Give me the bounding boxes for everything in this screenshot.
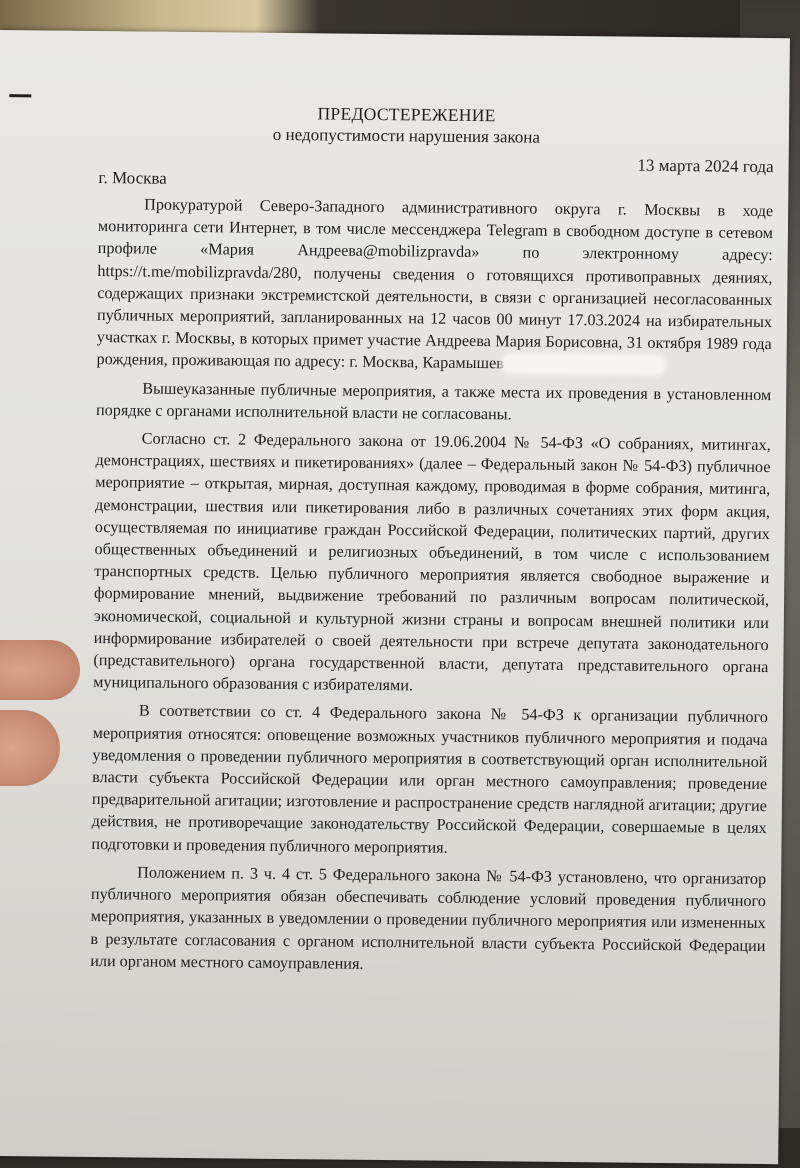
finger-holding-page: [0, 640, 80, 700]
paragraph-3: Согласно ст. 2 Федерального закона от 19.06.2004 № 54-ФЗ «О собраниях, митингах, демонстрациях, шествиях и пикетированиях» (далее – Федеральный закон № 54-ФЗ) публичное мероприятие – открытая, мирная, доступная каждому, проводимая в форме собрания, митинга, демонстрации, шествия или пикетирования либо в различных сочетаниях этих форм акция, осуществляемая по инициативе граждан Российской Федерации, политических партий, других общественных объединений и религиозных объединений, в том числе с использованием транспортных средств. Целью публичного мероприятия является свободное выражение и формирование мнений, выдвижение требований по различным вопросам политической, экономической, социальной и культурной жизни страны и вопросам внешней политики или информирование избирателей о своей деятельности при встрече депутата законодательного (представительного) органа государственной власти, депутата представительного органа муниципального образования с избирателями.: [93, 429, 771, 695]
paragraph-5: Положением п. 3 ч. 4 ст. 5 Федерального закона № 54-ФЗ установлено, что организатор публичного мероприятия обязан обеспечивать соблюдение условий проведения публичного мероприятия, указанных в уведомлении о проведении публичного мероприятия или измененных в результате согласования с органом исполнительной власти субъекта Российской Федерации или органом местного самоуправления.: [90, 863, 767, 973]
paragraph-4: В соответствии со ст. 4 Федерального закона № 54-ФЗ к организации публичного мероприятия относятся: оповещение возможных участников публичного мероприятия и подача уведомления о проведении публичного мероприятия в соответствующий орган исполнительной власти субъекта Российской Федерации или орган местного самоуправления; проведение предварительной агитации; изготовление и распространение средств наглядной агитации; другие действия, не противоречащие законодательству Российской Федерации, совершаемые в целях подготовки и проведения публичного мероприятия.: [91, 701, 768, 857]
redacted-address: [504, 356, 664, 374]
document-subtitle: о недопустимости нарушения закона: [272, 124, 541, 147]
margin-mark: [9, 94, 31, 97]
document-meta: [98, 149, 773, 200]
paragraph-1-text: Прокуратурой Северо-Западного административного округа г. Москвы в ходе мониторинга сети Интернет, в том числе мессенджера Telegram в свободном доступе в сетевом профиле «Мария Андреева@mobilizpravda» по электронному адресу: https://t.me/mobilizpravda/280, получены сведения о готовящихся противоправных деяниях, содержащих признаки экстремистской деятельности, в связи с организацией несогласованных публичных мероприятий, запланированных на 12 часов 00 минут 17.03.2024 на избирательных участках г. Москвы, в которых примет участие Андреева Мария Борисовна, 31 октября 1989 года рождения, проживающая по адресу: г. Москва, Карамышев: [96, 195, 774, 373]
paragraph-1: [96, 193, 773, 378]
document-sheet: [0, 30, 790, 1164]
document-title: ПРЕДОСТЕРЕЖЕНИЕ: [317, 103, 496, 126]
document-date: 13 марта 2024 года: [637, 155, 774, 177]
document-city: г. Москва: [98, 168, 167, 188]
document-heading: [39, 100, 774, 150]
paragraph-2: Вышеуказанные публичные мероприятия, а также места их проведения в установленном порядке с органами исполнительной власти не согласованы.: [95, 379, 772, 424]
document-body: [90, 101, 774, 979]
